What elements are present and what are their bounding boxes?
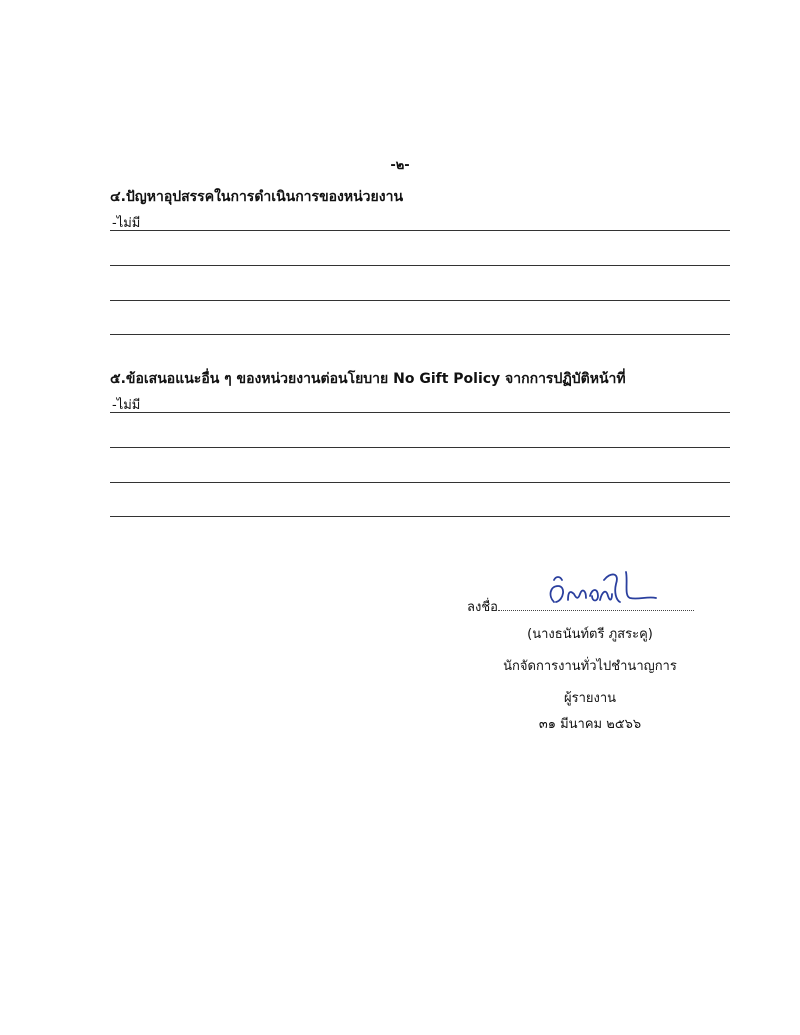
section-5-rule-3 (110, 482, 730, 483)
signer-name: (นางธนันท์ตรี ภูสระคู) (527, 627, 653, 642)
section-4-heading: ๔.ปัญหาอุปสรรคในการดำเนินการของหน่วยงาน (110, 189, 404, 205)
signer-position: นักจัดการงานทั่วไปชำนาญการ (503, 659, 677, 674)
report-date: ๓๑ มีนาคม ๒๕๖๖ (538, 717, 642, 732)
sign-label: ลงชื่อ (467, 600, 498, 615)
signer-role: ผู้รายงาน (563, 691, 617, 706)
section-5-rule-1 (110, 412, 730, 413)
section-4-rule-3 (110, 300, 730, 301)
section-4-rule-2 (110, 265, 730, 266)
section-5-rule-2 (110, 447, 730, 448)
section-4-answer: -ไม่มี (112, 216, 141, 231)
section-4-rule-1 (110, 230, 730, 231)
section-5-answer: -ไม่มี (112, 398, 141, 413)
handwritten-signature (540, 566, 660, 612)
section-4-rule-4 (110, 334, 730, 335)
section-5-rule-4 (110, 516, 730, 517)
page-number: -๒- (390, 158, 410, 173)
section-5-heading: ๕.ข้อเสนอแนะอื่น ๆ ของหน่วยงานต่อนโยบาย No Gift Policy จากการปฏิบัติหน้าที่ (110, 371, 626, 387)
